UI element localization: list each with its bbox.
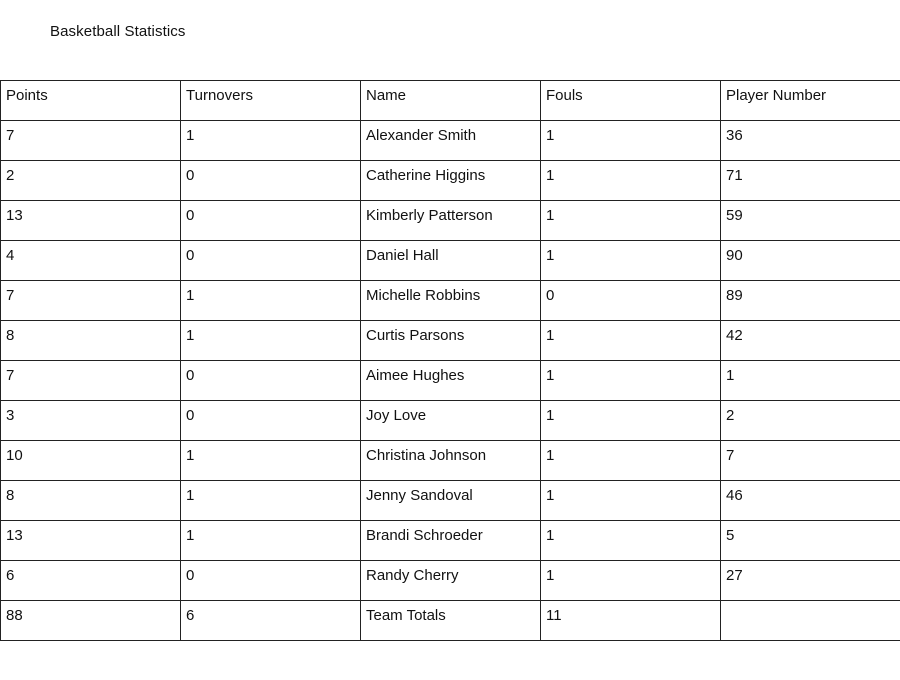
cell-player-number: 36 bbox=[721, 121, 900, 161]
cell-player-number bbox=[721, 601, 900, 641]
cell-player-number: 2 bbox=[721, 401, 900, 441]
cell-fouls: 1 bbox=[541, 121, 721, 161]
cell-fouls: 1 bbox=[541, 161, 721, 201]
cell-fouls: 1 bbox=[541, 561, 721, 601]
cell-fouls: 11 bbox=[541, 601, 721, 641]
cell-name: Curtis Parsons bbox=[361, 321, 541, 361]
cell-player-number: 7 bbox=[721, 441, 900, 481]
cell-points: 2 bbox=[1, 161, 181, 201]
cell-turnovers: 1 bbox=[181, 121, 361, 161]
cell-turnovers: 1 bbox=[181, 321, 361, 361]
basketball-stats-table bbox=[0, 80, 900, 641]
cell-points: 88 bbox=[1, 601, 181, 641]
cell-name: Brandi Schroeder bbox=[361, 521, 541, 561]
cell-name: Team Totals bbox=[361, 601, 541, 641]
table-row bbox=[1, 361, 900, 401]
cell-points: 7 bbox=[1, 281, 181, 321]
cell-turnovers: 1 bbox=[181, 441, 361, 481]
cell-name: Jenny Sandoval bbox=[361, 481, 541, 521]
cell-turnovers: 0 bbox=[181, 561, 361, 601]
cell-player-number: 71 bbox=[721, 161, 900, 201]
cell-turnovers: 0 bbox=[181, 361, 361, 401]
cell-name: Joy Love bbox=[361, 401, 541, 441]
table-row bbox=[1, 321, 900, 361]
cell-fouls: 0 bbox=[541, 281, 721, 321]
cell-fouls: 1 bbox=[541, 201, 721, 241]
cell-player-number: 59 bbox=[721, 201, 900, 241]
cell-points: 7 bbox=[1, 361, 181, 401]
table-row bbox=[1, 121, 900, 161]
header-row bbox=[1, 81, 900, 121]
table-row bbox=[1, 281, 900, 321]
cell-fouls: 1 bbox=[541, 481, 721, 521]
column-header-player-number: Player Number bbox=[721, 81, 900, 121]
table-row bbox=[1, 561, 900, 601]
table-row bbox=[1, 401, 900, 441]
column-header-name: Name bbox=[361, 81, 541, 121]
column-header-turnovers: Turnovers bbox=[181, 81, 361, 121]
cell-player-number: 27 bbox=[721, 561, 900, 601]
cell-points: 8 bbox=[1, 321, 181, 361]
table-row bbox=[1, 481, 900, 521]
cell-turnovers: 0 bbox=[181, 401, 361, 441]
cell-player-number: 5 bbox=[721, 521, 900, 561]
cell-player-number: 89 bbox=[721, 281, 900, 321]
cell-turnovers: 1 bbox=[181, 521, 361, 561]
cell-player-number: 46 bbox=[721, 481, 900, 521]
cell-fouls: 1 bbox=[541, 401, 721, 441]
table-row bbox=[1, 441, 900, 481]
cell-fouls: 1 bbox=[541, 321, 721, 361]
cell-turnovers: 1 bbox=[181, 281, 361, 321]
cell-player-number: 90 bbox=[721, 241, 900, 281]
cell-name: Daniel Hall bbox=[361, 241, 541, 281]
cell-name: Christina Johnson bbox=[361, 441, 541, 481]
cell-name: Kimberly Patterson bbox=[361, 201, 541, 241]
cell-points: 7 bbox=[1, 121, 181, 161]
cell-player-number: 42 bbox=[721, 321, 900, 361]
cell-points: 4 bbox=[1, 241, 181, 281]
cell-turnovers: 0 bbox=[181, 201, 361, 241]
table-row bbox=[1, 241, 900, 281]
cell-points: 13 bbox=[1, 201, 181, 241]
cell-fouls: 1 bbox=[541, 441, 721, 481]
document-title: Basketball Statistics bbox=[50, 23, 186, 40]
cell-turnovers: 1 bbox=[181, 481, 361, 521]
cell-name: Alexander Smith bbox=[361, 121, 541, 161]
cell-name: Catherine Higgins bbox=[361, 161, 541, 201]
cell-turnovers: 6 bbox=[181, 601, 361, 641]
cell-points: 6 bbox=[1, 561, 181, 601]
table-row bbox=[1, 521, 900, 561]
cell-name: Michelle Robbins bbox=[361, 281, 541, 321]
cell-points: 10 bbox=[1, 441, 181, 481]
cell-turnovers: 0 bbox=[181, 241, 361, 281]
cell-name: Randy Cherry bbox=[361, 561, 541, 601]
cell-points: 13 bbox=[1, 521, 181, 561]
cell-points: 3 bbox=[1, 401, 181, 441]
table-row bbox=[1, 161, 900, 201]
cell-points: 8 bbox=[1, 481, 181, 521]
cell-player-number: 1 bbox=[721, 361, 900, 401]
cell-fouls: 1 bbox=[541, 361, 721, 401]
table-row bbox=[1, 201, 900, 241]
team-totals-row bbox=[1, 601, 900, 641]
cell-turnovers: 0 bbox=[181, 161, 361, 201]
column-header-fouls: Fouls bbox=[541, 81, 721, 121]
cell-name: Aimee Hughes bbox=[361, 361, 541, 401]
cell-fouls: 1 bbox=[541, 521, 721, 561]
column-header-points: Points bbox=[1, 81, 181, 121]
cell-fouls: 1 bbox=[541, 241, 721, 281]
